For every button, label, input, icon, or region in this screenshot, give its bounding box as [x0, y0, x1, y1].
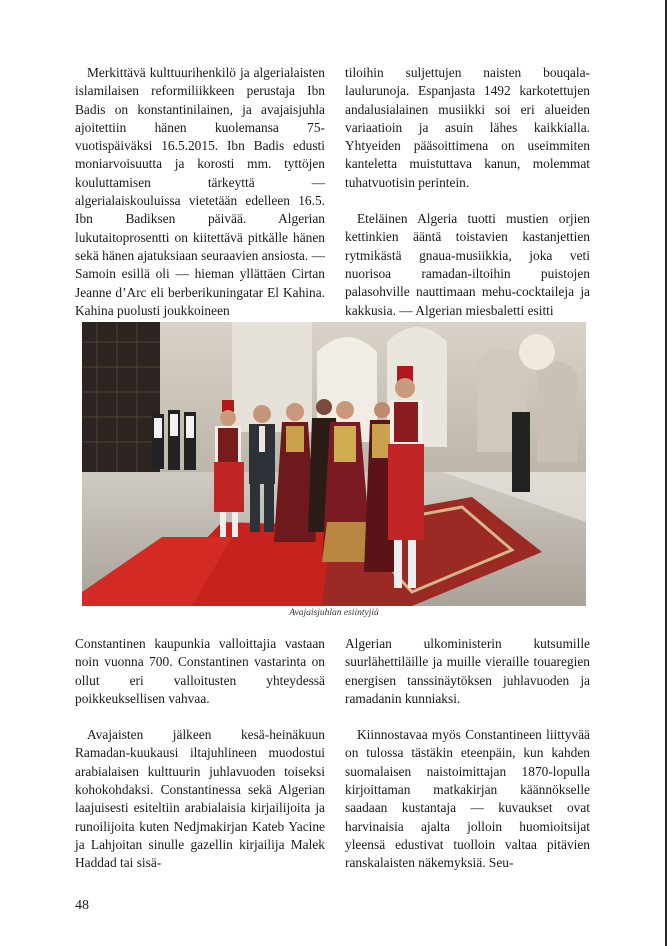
photo-caption: Avajaisjuhlan esiintyjiä [289, 608, 379, 618]
text-column-top-left [75, 64, 325, 320]
event-photo [82, 322, 586, 606]
page-number: 48 [75, 898, 89, 913]
paragraph-continued: Constantinen kaupunkia valloittajia vastaan noin vuonna 700. Constantinen vastarinta on ollut eri valloitusten yhteydessä poikkeuksellisen vahvaa. [75, 636, 325, 706]
text-column-bottom-right [345, 635, 590, 873]
paragraph-continued: tiloihin suljettujen naisten bouqala-laulurunoja. Espanjasta 1492 karkotettujen andalusialainen musiikki soi eri alueiden variaatioin ja asuin lähes kaikkialla. Yhtyeiden pääsoittimena on useimmiten kanteletta muistuttava kanun, molemmat tuhatvuotisin perintein. [345, 65, 590, 190]
text-column-top-right [345, 64, 590, 320]
paragraph: Eteläinen Algeria tuotti mustien orjien kettinkien ääntä toistavien kastanjettien rytmikästä gnaua-musiikkia, joka veti nuorisoa ramadan-iltoihin puistojen palasohville nauttimaan mehu-cocktaileja ja kakkusia. — Algerian miesbaletti esitti [345, 211, 590, 318]
paragraph: Kiinnostavaa myös Constantineen liittyvää on tulossa tästäkin eteenpäin, kun kahden suomalaisen naistoimittajan 1870-lopulla kirjoittaman matkakirjan käännökselle saadaan kustantaja — kuvaukset ovat harvinaisia ajalta jolloin huomioitsijat yleensä edustivat tuolloin valtaa pitävien ranskalaisten näkemyksiä. Seu- [345, 727, 590, 871]
paragraph: Avajaisten jälkeen kesä-heinäkuun Ramadan-kuukausi iltajuhlineen muodostui arabialaisen kulttuurin juhlavuoden toiseksi kohokohdaksi. Constantinessa sekä Algerian laajuisesti esiteltiin arabialaisia kirjailijoita ja runoilijoita kuten Nedjmakirjan Kateb Yacine ja Lahjoitan sinulle gazellin kirjailija Malek Haddad tai sisä- [75, 727, 325, 871]
paragraph-continued: Algerian ulkoministerin kutsumille suurlähettiläille ja muille vieraille touaregien energisen tanssinäytöksen juhlavuoden ja ramadanin kunniaksi. [345, 636, 590, 706]
paragraph: Merkittävä kulttuurihenkilö ja algerialaisten islamilaisen reformiliikkeen perustaja Ibn Badis on konstantinilainen, ja avajaisjuhla ajoitettiin hänen kuolemansa 75-vuotispäiväksi 16.5.2015. Ibn Badis edusti moniarvoisuutta ja korosti mm. tyttöjen kouluttamisen tärkeyttä — algerialaiskouluissa vietetään edelleen 16.5. Ibn Badiksen päivää. Algerian lukutaitoprosentti on kiitettävä pitkälle hänen sekä hänen ajatuksiaan seuraavien ansiosta. — Samoin esillä oli — hieman yllättäen Cirtan Jeanne d’Arc eli berberikuningatar El Kahina. Kahina puolusti joukkoineen [75, 65, 325, 318]
text-column-bottom-left [75, 635, 325, 873]
